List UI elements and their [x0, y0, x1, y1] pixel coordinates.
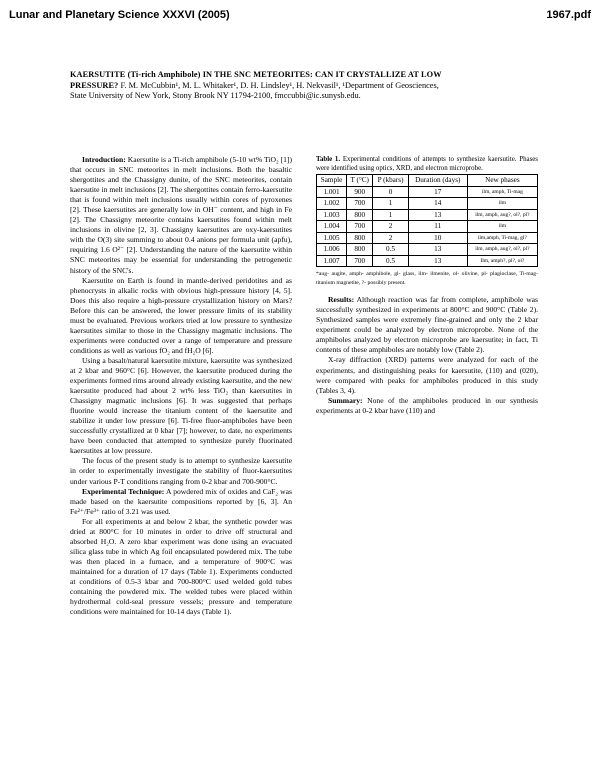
title-line-2	[70, 81, 538, 92]
cell-sample: 1.007	[317, 255, 347, 267]
authors: F. M. McCubbin¹, M. L. Whitaker¹, D. H. Lindsley¹, H. Nekvasil¹, ¹Department of Geosciences,	[120, 80, 439, 90]
cell-pressure: 0.5	[373, 255, 408, 267]
cell-duration: 13	[408, 255, 467, 267]
cell-sample: 1.004	[317, 221, 347, 233]
technique-paragraph-2: For all experiments at and below 2 kbar, the synthetic powder was dried at 800°C for 10 minutes in order to drive off structural and absorbed H₂O. A zero kbar experiment was done using an evacuated silica glass tube in which Ag foil encapsulated powdered mix. The tube was then placed in a furnace, and a temperature of 900°C was maintained for a duration of 17 days (Table 1). Experiments conducted at conditions of 0.5-3 kbar and 700-800°C used welded gold tubes containing the powdered mix. The welded tubes were placed within hydrothermal cold-seal pressure vessels; pressure and temperature conditions were maintained for 10-14 days (Table 1).	[70, 516, 292, 617]
technique-heading: Experimental Technique:	[82, 486, 165, 496]
cell-temperature: 700	[347, 255, 373, 267]
results-heading: Results:	[328, 295, 355, 305]
cell-phases: ilm, amph, aug?, ol?, pl?	[467, 244, 537, 256]
table-row	[317, 198, 538, 210]
cell-phases: ilm,amph, Ti-mag, gl?	[467, 232, 537, 244]
cell-sample: 1.005	[317, 232, 347, 244]
summary-paragraph	[316, 396, 538, 416]
title-block	[70, 70, 538, 102]
intro-paragraph-1	[70, 155, 292, 276]
cell-duration: 14	[408, 198, 467, 210]
results-paragraph-2: X-ray diffraction (XRD) patterns were analyzed for each of the experiments, and distinguishing peaks for kaersutite, (110) and (020), were compared with peaks for amphiboles produced in this study (Tables 3, 4).	[316, 355, 538, 395]
cell-phases: ilm, amph, aug?, ol?, pl?	[467, 209, 537, 221]
table-row	[317, 209, 538, 221]
cell-phases: ilm	[467, 221, 537, 233]
table-1-label: Table 1.	[316, 156, 341, 163]
results-paragraph-1	[316, 295, 538, 355]
table-1	[316, 174, 538, 267]
results-text-1: Although reaction was far from complete, amphibole was successfully synthesized in experiments at 800°C and 900°C (Table 2). Synthesized samples were extremely fine-grained and only the 2 kbar experiment could be analyzed by electron microprobe. None of the amphiboles analyzed by electron microprobe are kaersutite; in fact, Ti contents of these amphiboles are notably low (Table 2).	[316, 295, 538, 355]
table-1-caption-text: Experimental conditions of attempts to synthesize kaersutite. Phases were identified using optics, XRD, and electron microprobe.	[316, 156, 538, 172]
col-header-pressure: P (kbars)	[373, 175, 408, 187]
intro-paragraph-4: The focus of the present study is to attempt to synthesize kaersutite in order to experimentally investigate the stability of fluor-kaersutites under various P-T conditions ranging from 0-2 kbar and 700-900°C.	[70, 456, 292, 486]
cell-duration: 10	[408, 232, 467, 244]
cell-phases: ilm	[467, 198, 537, 210]
table-row	[317, 255, 538, 267]
cell-sample: 1.001	[317, 186, 347, 198]
intro-paragraph-2: Kaersutite on Earth is found in mantle-derived peridotites and as phenocrysts in alkalic rocks with obvious high-pressure history [4, 5]. Does this also require a high-pressure crystallization history on Mars? Before this can be answered, the lower pressure limits of its stability must be evaluated. Previous workers tried at low pressure to synthesize kaersutites similar to those in the Chassigny magmatic inclusions. The experiments were conducted over a range of temperature and pressure conditions as well as various fO₂ and fH₂O [6].	[70, 275, 292, 355]
cell-temperature: 800	[347, 244, 373, 256]
table-row	[317, 232, 538, 244]
cell-pressure: 2	[373, 221, 408, 233]
cell-temperature: 700	[347, 221, 373, 233]
table-row	[317, 221, 538, 233]
paper-title-end: PRESSURE?	[70, 80, 119, 90]
table-header-row	[317, 175, 538, 187]
table-1-footnote: *aug- augite, amph- amphibole, gl- glass, ilm- ilmenite, ol- olivine, pl- plagioclase, Ti-mag- titanium magnetite, ?- possibly present.	[316, 271, 538, 286]
cell-temperature: 800	[347, 232, 373, 244]
cell-sample: 1.006	[317, 244, 347, 256]
cell-temperature: 900	[347, 186, 373, 198]
cell-temperature: 700	[347, 198, 373, 210]
cell-duration: 11	[408, 221, 467, 233]
technique-text-1: A powdered mix of oxides and CaF₂ was made based on the kaersutite compositions reported by [6, 3]. An Fe²⁺/Fe³⁺ ratio of 3.21 was used.	[70, 486, 292, 516]
intro-paragraph-3: Using a basalt/natural kaersutite mixture, kaersutite was synthesized at 2 kbar and 960°C [6]. However, the kaersutite produced during the experiments formed rims around already existing kaersutite, and the new kaersutite produced had about 2 wt% less TiO₂ than kaersutites in Chassigny magmatic inclusions [6]. It was suggested that perhaps fluorine would increase the titanium content of the kaersutite and stabilize it under low pressure [6]. Ti-free fluor-amphiboles have been successfully crystallized at 0 kbar [7]; however, to date, no experiments have been conducted that attempted to synthesize purely fluorinated kaersutites at low pressure.	[70, 355, 292, 456]
col-header-new-phases: New phases	[467, 175, 537, 187]
cell-pressure: 2	[373, 232, 408, 244]
cell-temperature: 800	[347, 209, 373, 221]
running-header-right: 1967.pdf	[546, 9, 591, 21]
cell-pressure: 1	[373, 198, 408, 210]
cell-duration: 13	[408, 244, 467, 256]
cell-sample: 1.003	[317, 209, 347, 221]
col-header-duration: Duration (days)	[408, 175, 467, 187]
intro-text-1: Kaersutite is a Ti-rich amphibole (5-10 wt% TiO₂ [1]) that occurs in SNC meteorites in melt inclusions. Both the basaltic shergottites and the Chassigny dunite, of the SNC meteorites, contain kaersutite in melt inclusions [2]. The shergottites contain ferro-kaersutite that is found within melt inclusions usually within cores of pyroxenes [2]. These kaersutites are generally low in OH⁻ content, and high in Fe [2]. The Chassigny meteorite contains kaersutites found within melt inclusions in olivine [2, 3]. Chassigny kaersutites are oxy-kaersutites with the O(3) site summing to about 0.4 anions per formula unit (apfu), requiring 1.6 O²⁻ [2]. Understanding the nature of the kaersutite within SNC meteorites may be essential for understanding the petrogenetic history of the SNC's.	[70, 155, 292, 275]
paper-title: KAERSUTITE (Ti-rich Amphibole) IN THE SNC METEORITES: CAN IT CRYSTALLIZE AT LOW	[70, 70, 442, 79]
technique-paragraph-1	[70, 487, 292, 517]
summary-text: None of the amphiboles produced in our synthesis experiments at 0-2 kbar have (110) and	[316, 395, 538, 415]
table-row	[317, 186, 538, 198]
col-header-sample: Sample	[317, 175, 347, 187]
cell-duration: 13	[408, 209, 467, 221]
col-header-temperature: T (°C)	[347, 175, 373, 187]
cell-pressure: 0.5	[373, 244, 408, 256]
cell-pressure: 0	[373, 186, 408, 198]
intro-heading: Introduction:	[82, 155, 126, 164]
table-row	[317, 244, 538, 256]
left-column	[70, 155, 292, 617]
table-1-caption	[316, 155, 538, 173]
summary-heading: Summary:	[328, 395, 363, 405]
cell-phases: ilm, amph, Ti-mag	[467, 186, 537, 198]
cell-duration: 17	[408, 186, 467, 198]
affiliation: State University of New York, Stony Brook NY 11794-2100, fmccubbi@ic.sunysb.edu.	[70, 91, 361, 101]
cell-pressure: 1	[373, 209, 408, 221]
cell-phases: Ilm, amph?, pl?, ol?	[467, 255, 537, 267]
right-column	[316, 155, 538, 416]
cell-sample: 1.002	[317, 198, 347, 210]
running-header-left: Lunar and Planetary Science XXXVI (2005)	[9, 9, 230, 21]
